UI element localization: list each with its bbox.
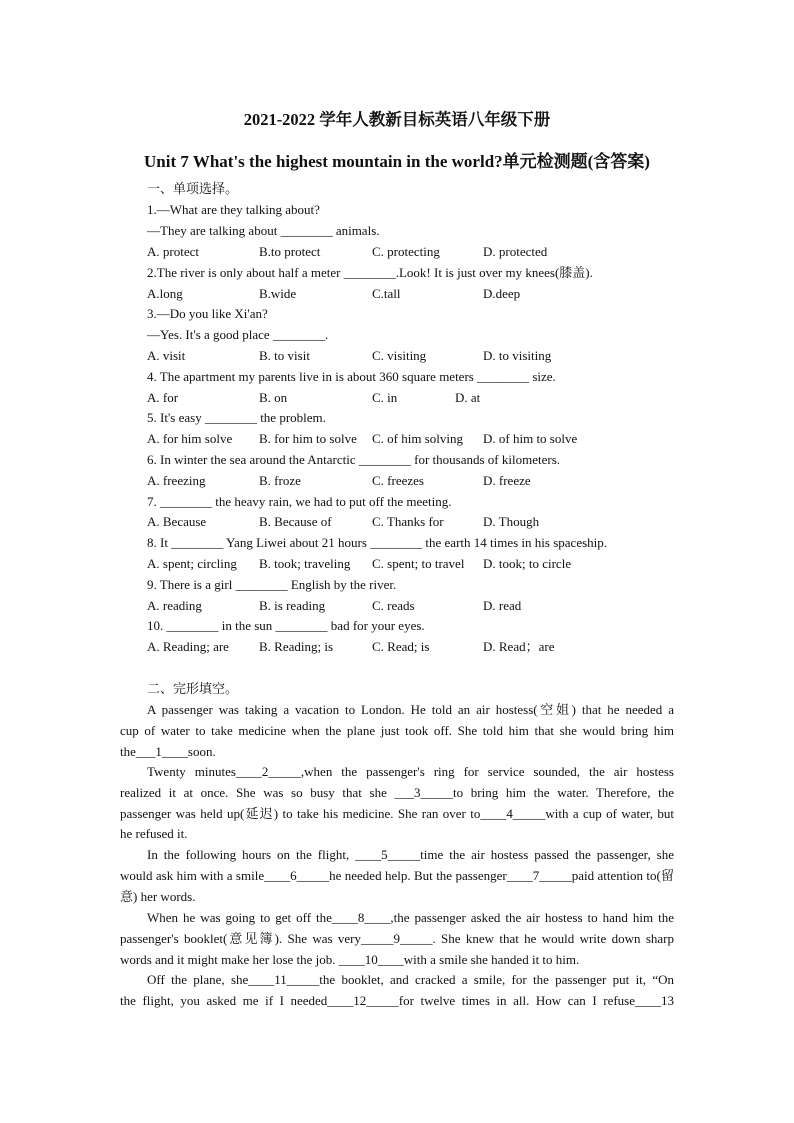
option-b: B. took; traveling (259, 556, 351, 571)
passage-line: A passenger was taking a vacation to London. He told an air hostess(空姐) that he needed a (147, 702, 674, 717)
question-stem: —Yes. It's a good place ________. (147, 327, 329, 342)
question-stem: 4. The apartment my parents live in is about 360 square meters ________ size. (147, 369, 556, 384)
passage-line: In the following hours on the flight, ____5_____time the air hostess passed the passenger, she (147, 847, 674, 862)
option-d: D.deep (483, 286, 521, 301)
option-c: C. visiting (372, 348, 427, 363)
question-stem: 5. It's easy ________ the problem. (147, 410, 326, 425)
question-stem: 6. In winter the sea around the Antarctic ________ for thousands of kilometers. (147, 452, 561, 467)
passage-line: Twenty minutes____2_____,when the passenger's ring for service sounded, the air hostess (147, 764, 674, 779)
passage-paragraph (120, 700, 674, 762)
option-d: D. to visiting (483, 348, 552, 363)
option-b: B. Because of (259, 514, 332, 529)
option-a: A. for (147, 390, 179, 405)
section-heading: 一、单项选择。 (147, 181, 239, 196)
document-subtitle: Unit 7 What's the highest mountain in the world?单元检测题(含答案) (144, 152, 650, 171)
question-stem: 7. ________ the heavy rain, we had to put off the meeting. (147, 494, 452, 509)
document-title: 2021-2022 学年人教新目标英语八年级下册 (243, 110, 551, 129)
passage-paragraph (120, 845, 674, 907)
option-a: A. visit (147, 348, 186, 363)
question-stem: —They are talking about ________ animals. (147, 223, 380, 238)
passage-paragraph (120, 762, 674, 845)
question-stem: 1.—What are they talking about? (147, 202, 320, 217)
option-a: A. reading (147, 598, 202, 613)
passage-paragraph (120, 908, 674, 970)
option-d: D. freeze (483, 473, 531, 488)
option-d: D. of him to solve (483, 431, 578, 446)
option-d: D. Though (483, 514, 540, 529)
passage-line: passenger was held up(延迟) to take his medicine. She ran over to____4_____with a cup of water, but (120, 805, 674, 821)
option-b: B. froze (259, 473, 301, 488)
option-a: A.long (147, 286, 183, 301)
passage-line: words and it might make her lose the job. ____10____with a smile she handed it to him. (120, 951, 580, 967)
option-b: B. is reading (259, 598, 326, 613)
passage-line: the___1____soon. (120, 743, 216, 759)
option-c: C.tall (372, 286, 401, 301)
question-stem: 3.—Do you like Xi'an? (147, 306, 268, 321)
option-d: D. took; to circle (483, 556, 572, 571)
option-c: C. Read; is (372, 639, 430, 654)
option-a: A. freezing (147, 473, 206, 488)
option-a: A. protect (147, 244, 199, 259)
passage-line: 意) her words. (120, 888, 196, 904)
option-d: D. at (455, 390, 481, 405)
option-a: A. for him solve (147, 431, 233, 446)
option-c: C. freezes (372, 473, 424, 488)
option-b: B. on (259, 390, 288, 405)
passage-line: would ask him with a smile____6_____he needed help. But the passenger____7_____paid attention to(留 (120, 867, 674, 883)
option-c: C. Thanks for (372, 514, 444, 529)
option-b: B.wide (259, 286, 297, 301)
option-c: C. protecting (372, 244, 440, 259)
section-heading: 二、完形填空。 (147, 681, 239, 696)
passage-line: When he was going to get off the____8____,the passenger asked the air hostess to hand him the (147, 910, 674, 925)
option-a: A. Because (147, 514, 207, 529)
option-c: C. spent; to travel (372, 556, 465, 571)
option-d: D. Read；are (483, 639, 555, 654)
option-d: D. read (483, 598, 522, 613)
question-stem: 10. ________ in the sun ________ bad for your eyes. (147, 618, 425, 633)
option-b: B. Reading; is (259, 639, 334, 654)
option-c: C. reads (372, 598, 415, 613)
passage-line: cup of water to take medicine when the plane just took off. She told him that she would bring him (120, 722, 674, 738)
passage-paragraph (120, 970, 674, 1012)
option-b: B.to protect (259, 244, 321, 259)
option-b: B. to visit (259, 348, 310, 363)
option-d: D. protected (483, 244, 548, 259)
passage-line: Off the plane, she____11_____the booklet, and cracked a smile, for the passenger put it, “On (147, 972, 674, 987)
passage-line: passenger's booklet(意见簿). She was very_____9_____. She knew that he would write down sharp (120, 930, 674, 946)
question-stem: 9. There is a girl ________ English by the river. (147, 577, 397, 592)
option-c: C. in (372, 390, 398, 405)
option-a: A. spent; circling (147, 556, 237, 571)
option-a: A. Reading; are (147, 639, 229, 654)
question-stem: 8. It ________ Yang Liwei about 21 hours ________ the earth 14 times in his spaceship. (147, 535, 608, 550)
passage-line: he refused it. (120, 826, 188, 842)
option-c: C. of him solving (372, 431, 464, 446)
option-b: B. for him to solve (259, 431, 357, 446)
passage-line: realized it at once. She was so busy that she ___3_____to bring him the water. Therefore, the (120, 784, 674, 800)
passage-line: the flight, you asked me if I needed____12_____for twelve times in all. How can I refuse____13 (120, 992, 674, 1008)
question-stem: 2.The river is only about half a meter ________.Look! It is just over my knees(膝盖). (147, 265, 593, 280)
